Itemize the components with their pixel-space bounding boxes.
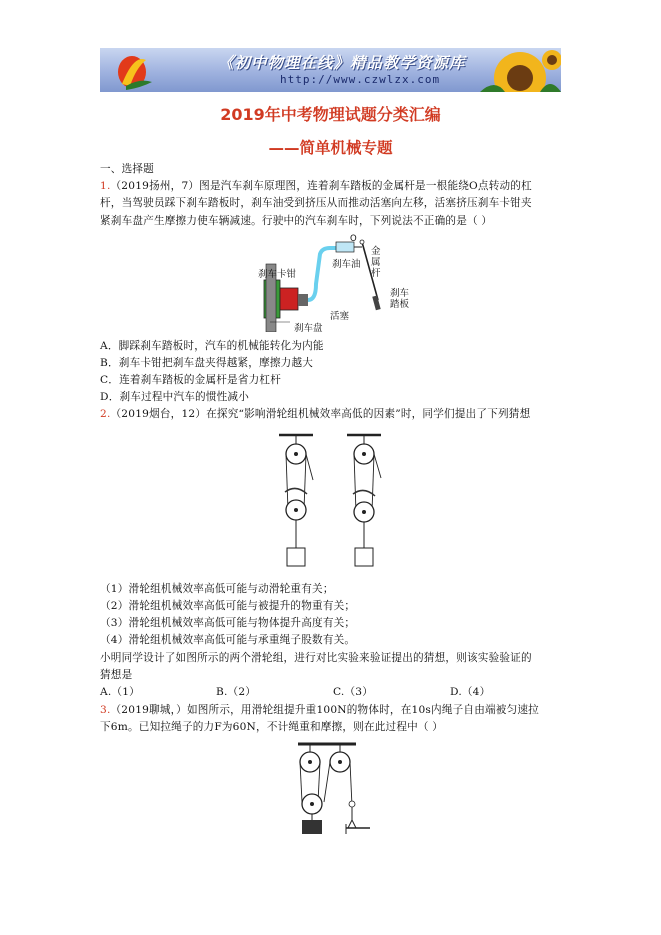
q1-option-d: D．刹车过程中汽车的惯性减小	[100, 391, 250, 403]
q1-line-3: 紧刹车盘产生摩擦力使车辆减速。行驶中的汽车刹车时，下列说法不正确的是（ ）	[100, 215, 493, 227]
q2-hypothesis-1: （1）滑轮组机械效率高低可能与动滑轮重有关；	[100, 583, 334, 595]
q1-line-1: 1.（2019扬州，7）图是汽车刹车原理图，连着刹车踏板的金属杆是一根能绕O点转动的杠	[100, 180, 532, 192]
brake-diagram	[250, 234, 420, 332]
q1-number: 1.	[100, 180, 111, 192]
label-oil: 刹车油	[332, 259, 361, 270]
section-heading: 一、选择题	[100, 163, 154, 175]
q1-option-b: B．刹车卡钳把刹车盘夹得越紧，摩擦力越大	[100, 357, 314, 369]
q2-option-c: C.（3）	[333, 686, 374, 698]
label-piston: 活塞	[330, 311, 350, 322]
sunflower-icon	[480, 50, 561, 92]
label-pedal: 刹车踏板	[390, 288, 410, 310]
q2-question-line-2: 猜想是	[100, 669, 133, 681]
banner-title: 《初中物理在线》精品教学资源库	[218, 53, 466, 72]
q2-hypothesis-4: （4）滑轮组机械效率高低可能与承重绳子股数有关。	[100, 634, 356, 646]
q2-question-line-1: 小明同学设计了如图所示的两个滑轮组，进行对比实验来验证提出的猜想，则该实验验证的	[100, 652, 532, 664]
label-caliper: 刹车卡钳	[258, 269, 297, 280]
pulley-system-left	[279, 435, 313, 566]
q2-hypothesis-2: （2）滑轮组机械效率高低可能与被提升的物重有关；	[100, 600, 356, 612]
pulley-systems-diagram	[265, 432, 397, 572]
label-disc: 刹车盘	[294, 323, 323, 334]
q1-option-a: A．脚踩刹车踏板时，汽车的机械能转化为内能	[100, 340, 324, 352]
doc-title: 2019年中考物理试题分类汇编	[220, 105, 441, 124]
q3-line-1: 3.（2019聊城，）如图所示，用滑轮组提升重100N的物体时，在10s内绳子自由端被匀速拉	[100, 704, 539, 716]
q2-option-b: B.（2）	[216, 686, 257, 698]
label-rod: 金属杆	[371, 246, 381, 279]
q3-number: 3.	[100, 704, 111, 716]
q2-option-a: A.（1）	[100, 686, 140, 698]
banner-url: http://www.czwlzx.com	[280, 73, 441, 86]
q2-intro: 2.（2019烟台，12）在探究“影响滑轮组机械效率高低的因素”时，同学们提出了下列猜想	[100, 408, 531, 420]
q1-option-c: C．连着刹车踏板的金属杆是省力杠杆	[100, 374, 282, 386]
q3-line-2: 下6m。已知拉绳子的力F为60N，不计绳重和摩擦，则在此过程中（ ）	[100, 721, 444, 733]
pulley-system-right	[347, 435, 381, 566]
q2-number: 2.	[100, 408, 111, 420]
label-pivot-o: O	[350, 234, 357, 244]
q1-line-2: 杆，当驾驶员踩下刹车踏板时，刹车油受到挤压从而推动活塞向左移，活塞挤压刹车卡钳夹	[100, 197, 532, 209]
site-logo-icon	[118, 56, 152, 90]
header-banner	[100, 48, 561, 92]
q2-hypothesis-3: （3）滑轮组机械效率高低可能与物体提升高度有关；	[100, 617, 356, 629]
q2-option-d: D.（4）	[450, 686, 491, 698]
doc-subtitle: ——简单机械专题	[268, 139, 393, 157]
pulley-lifting-diagram	[290, 740, 370, 834]
